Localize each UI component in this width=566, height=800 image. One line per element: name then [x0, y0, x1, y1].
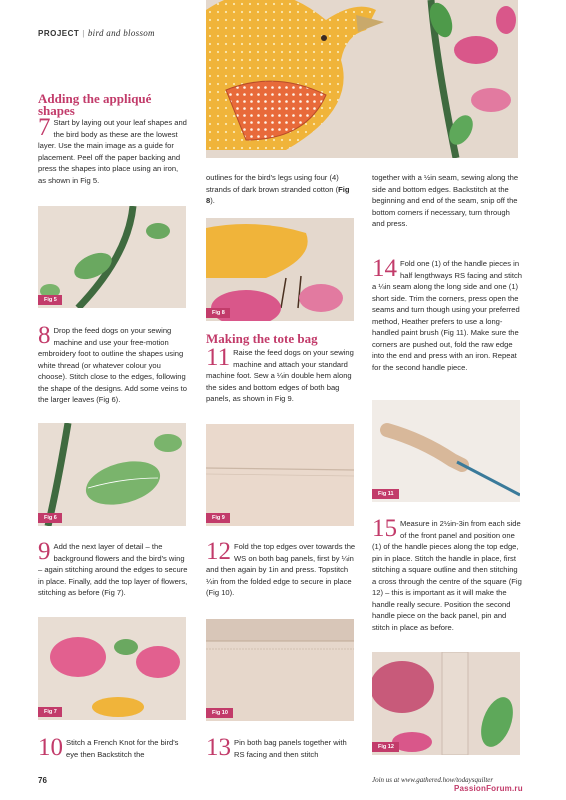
figure-9 — [206, 424, 354, 526]
step-8 — [38, 322, 188, 406]
heading-tote: Making the tote bag — [206, 331, 318, 346]
step-7-text: Start by laying out your leaf shapes and the bird body as these are the lowest layer. Use the main image as a guide for placement. Peel off the paper backing and press the shapes into place using an iron, as shown in Fig 5. — [38, 118, 187, 185]
fig-5-label: Fig 5 — [38, 295, 62, 305]
step-12-number: 12 — [206, 538, 231, 565]
step-11-number: 11 — [206, 344, 231, 371]
step-9-text: Add the next layer of detail – the background flowers and the bird's wing – again stitching around the edges to secure in place. Finally, add the top layer of flowers, stitching as before (Fig 7). — [38, 542, 188, 597]
fig-11-label: Fig 11 — [372, 489, 399, 499]
step-11 — [206, 344, 356, 405]
step-14-number: 14 — [372, 255, 397, 282]
figure-5 — [38, 206, 186, 308]
page-number: 76 — [38, 776, 47, 785]
fig-8-label: Fig 8 — [206, 308, 230, 318]
step-15-number: 15 — [372, 515, 397, 542]
step-13-text-part1: Pin both bag panels together with RS facing and then stitch — [234, 738, 347, 759]
hero-photo — [206, 0, 518, 158]
fig-10-label: Fig 10 — [206, 708, 233, 718]
step-13 — [206, 734, 356, 761]
fig-9-label: Fig 9 — [206, 513, 230, 523]
step-7-number: 7 — [38, 114, 51, 141]
step-15-text: Measure in 2½in-3in from each side of the front panel and position one (1) of the handle pieces along the top edge, pin in place. Stitch the handle in place, first stitching a square outline and then stitching a cross through the centre of the square (Fig 12) – this is important as it will make the handle really secure. Position the second handle piece on the back panel, pin and stitch in place as before. — [372, 519, 522, 632]
heading-applique: Adding the appliqué shapes — [38, 91, 152, 118]
fig-6-label: Fig 6 — [38, 513, 62, 523]
fig-12-label: Fig 12 — [372, 742, 399, 752]
bird-illustration — [206, 0, 518, 158]
step-10-number: 10 — [38, 734, 63, 761]
figure-7 — [38, 617, 186, 720]
step-8-number: 8 — [38, 322, 51, 349]
figure-12 — [372, 652, 520, 755]
step-8-text: Drop the feed dogs on your sewing machine and use your free-motion embroidery foot to outline the shapes using white thread (or whatever colour you choose). Stitch close to the edges, following the shape of the designs. Add some veins to the larger leaves (Fig 6). — [38, 326, 188, 404]
fig-7-label: Fig 7 — [38, 707, 62, 717]
step-15 — [372, 515, 522, 633]
figure-11 — [372, 400, 520, 502]
figure-10 — [206, 619, 354, 721]
step-12 — [206, 538, 356, 599]
header-section: PROJECT — [38, 29, 80, 38]
step-11-text: Raise the feed dogs on your sewing machine and attach your standard machine foot. Sew a ¼in double hem along the sides and bottom edges of both bag panels, as shown in Fig 9. — [206, 348, 354, 403]
running-header: PROJECT | bird and blossom — [38, 28, 155, 38]
step-12-text: Fold the top edges over towards the WS on both bag panels, first by ¼in and then again by 1in and press. Topstitch ¼in from the folded edge to secure in place (Fig 10). — [206, 542, 356, 597]
step-10-continued: outlines for the bird's legs using four (4) strands of dark brown stranded cotton (Fig 8). — [206, 173, 350, 205]
step-9 — [38, 538, 188, 599]
step-7 — [38, 114, 188, 186]
figure-6 — [38, 423, 186, 526]
step-13-number: 13 — [206, 734, 231, 761]
watermark: PassionForum.ru — [454, 784, 523, 793]
step-10-text-part1: Stitch a French Knot for the bird's eye then Backstitch the — [66, 738, 179, 759]
footer-url[interactable]: Join us at www.gathered.how/todaysquilter — [372, 776, 494, 784]
figure-8 — [206, 218, 354, 321]
step-10 — [38, 734, 188, 761]
step-9-number: 9 — [38, 538, 51, 565]
step-14 — [372, 255, 522, 373]
step-13-continued: together with a ½in seam, sewing along the side and bottom edges. Backstitch at the beginning and end of the seam, snip off the bottom corners if necessary, turn through and press. — [372, 173, 519, 228]
header-title: bird and blossom — [87, 28, 155, 38]
step-14-text: Fold one (1) of the handle pieces in half lengthways RS facing and stitch a ¼in seam along the long side and one (1) short side. Trim the corners, press open the seams and turn though using your preferred method, Heather prefers to use a long-handled paint brush (Fig 11). Make sure the corners are pushed out, fold the raw edge into the end and press with an iron. Repeat for the second handle piece. — [372, 259, 522, 372]
